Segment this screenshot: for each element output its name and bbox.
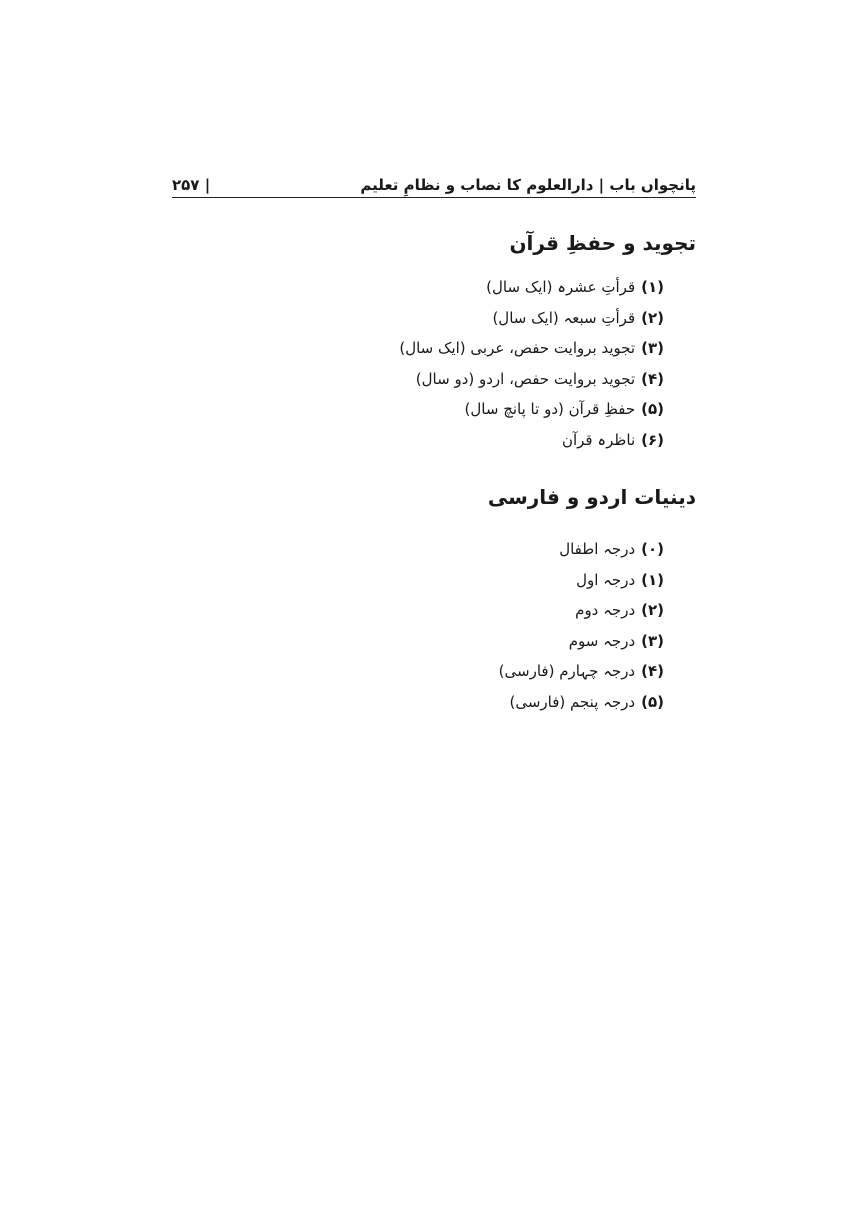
item-number: (۵): [641, 400, 664, 418]
item-number: (۱): [641, 278, 664, 296]
list-item: [380, 425, 664, 456]
item-number: (۰): [641, 540, 664, 558]
header-rule: [172, 197, 696, 198]
item-number: (۲): [641, 308, 664, 327]
list-item: [380, 656, 664, 687]
list-item: [380, 272, 664, 303]
item-number: (۳): [641, 339, 664, 357]
section-heading: تجوید و حفظِ قرآن: [509, 231, 696, 255]
chapter-title: پانچواں باب | دارالعلوم کا نصاب و نظامِ تعلیم: [360, 176, 696, 194]
item-number: (۳): [641, 631, 664, 650]
section-diniyat-urdu-farsi: [380, 482, 696, 717]
item-text: درجہ دوم: [575, 601, 636, 619]
item-text: قرأتِ عشرہ (ایک سال): [486, 278, 636, 296]
item-text: درجہ چہارم (فارسی): [498, 662, 636, 680]
item-text: حفظِ قرآن (دو تا پانچ سال): [464, 400, 636, 418]
list-item: [380, 303, 664, 334]
item-text: درجہ اول: [576, 570, 636, 589]
list-item: [380, 565, 664, 596]
item-text: تجوید بروایت حفص، اردو (دو سال): [415, 369, 636, 388]
list-item: [380, 534, 664, 565]
item-text: درجہ پنجم (فارسی): [509, 692, 636, 711]
section-tajweed-hifz: [380, 228, 696, 455]
item-text: تجوید بروایت حفص، عربی (ایک سال): [399, 339, 636, 357]
item-number: (۴): [641, 369, 664, 388]
list-item: [380, 364, 664, 395]
item-number: (۴): [641, 662, 664, 680]
item-text: ناظرہ قرآن: [561, 430, 636, 449]
course-list: [380, 272, 696, 455]
item-number: (۵): [641, 692, 664, 711]
list-item: [380, 687, 664, 718]
item-number: (۲): [641, 601, 664, 619]
list-item: [380, 394, 664, 425]
item-number: (۶): [641, 430, 664, 449]
list-item: [380, 333, 664, 364]
item-number: (۱): [641, 570, 664, 589]
list-item: [380, 626, 664, 657]
page-number: | ۲۵۷: [172, 176, 211, 194]
list-item: [380, 595, 664, 626]
course-list: [380, 534, 696, 717]
item-text: قرأتِ سبعہ (ایک سال): [492, 308, 636, 327]
section-heading: دینیات اردو و فارسی: [487, 485, 696, 509]
item-text: درجہ سوم: [568, 631, 636, 650]
item-text: درجہ اطفال: [559, 540, 636, 558]
running-header: [172, 160, 696, 194]
